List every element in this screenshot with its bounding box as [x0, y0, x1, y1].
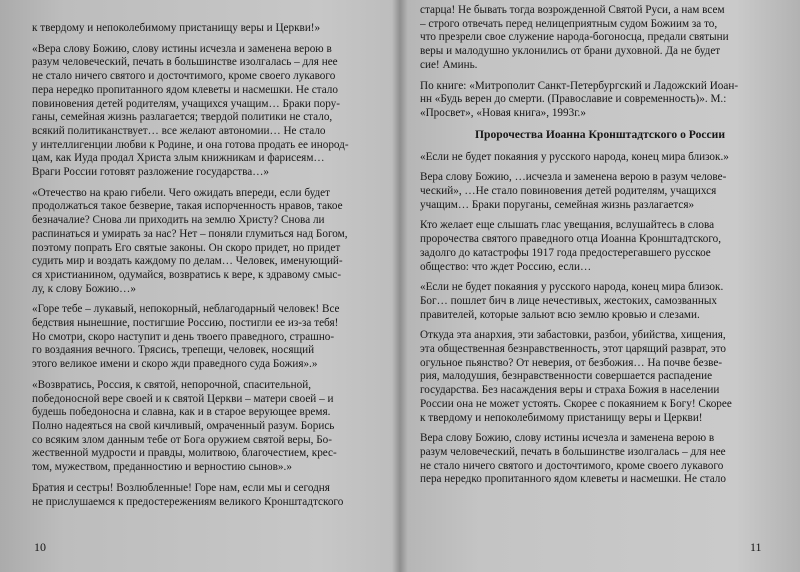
- text-line: го воздаяния вечного. Трясись, трепещи, человек, носящий: [32, 344, 315, 357]
- text-line: «Просвет», «Новая книга», 1993г.»: [420, 106, 586, 119]
- text-line: к твердому и непоколебимому пристанищу веры и Церкви!»: [32, 22, 321, 34]
- section-heading: Пророчества Иоанна Кронштадтского о России: [474, 127, 726, 141]
- text-line: Откуда эта анархия, эти забастовки, разбои, убийства, хищения,: [420, 329, 726, 342]
- paragraph: [420, 171, 780, 212]
- text-line: цам, как Иуда продал Христа злым книжникам и фарисеям…: [32, 152, 325, 165]
- text-line: не прислушаемся к предостережениям великого Кронштадтского: [32, 495, 344, 508]
- text-line: к твердому и непоколебимому пристанищу веры и Церкви!: [420, 411, 703, 424]
- text-line: «Возвратись, Россия, к святой, непорочной, спасительной,: [32, 378, 312, 391]
- text-line: поэтому попрать Его святые законы. Он скоро придет, но придет: [32, 241, 341, 254]
- paragraph: [420, 4, 780, 73]
- right-page: [406, 0, 800, 572]
- text-line: этого великое имени и скоро жди праведного суда Божия».»: [32, 358, 318, 371]
- text-line: жественной мудрости и правды, молитвою, благочестием, крес-: [32, 447, 337, 460]
- paragraph: [420, 432, 780, 487]
- text-line: «Отечество на краю гибели. Чего ожидать впереди, если будет: [32, 186, 331, 199]
- text-line: Враги России готовят разложение государства…»: [32, 166, 270, 179]
- text-line: Бог… пошлет бич в лице нечестивых, жестоких, самозванных: [420, 294, 717, 307]
- paragraph: [32, 187, 378, 297]
- text-line: Но смотри, скоро наступит и день твоего праведного, страшно-: [32, 330, 335, 343]
- text-line: пророчества святого праведного отца Иоанна Кронштадтского,: [420, 233, 722, 246]
- text-line: судить мир и воздать каждому по делам… Человек, именующий-: [32, 255, 343, 268]
- text-line: ганы, семейная жизнь разлагается; твердой политики не стало,: [32, 111, 333, 124]
- text-line: Вера слову Божию, …исчезла и заменена верою в разум челове-: [420, 171, 727, 184]
- text-line: продолжаться такое безверие, такая испорченность нравов, такое: [32, 200, 343, 213]
- text-line: всякий политиканствует… все желают автономии… Не стало: [32, 124, 326, 137]
- text-line: «Вера слову Божию, слову истины исчезла и заменена верою в: [32, 42, 332, 55]
- text-line: России она не может устоять. Скорее с покаянием к Богу! Скорее: [420, 397, 732, 410]
- text-line: старца! Не бывать тогда возрожденной Святой Руси, а нам всем: [420, 4, 725, 16]
- text-line: Братия и сестры! Возлюбленные! Горе нам, если мы и сегодня: [32, 481, 330, 494]
- text-line: безначалие? Снова ли приходить на землю Христу? Снова ли: [32, 214, 325, 227]
- text-line: государства. Без насаждения веры и страха Божия в населении: [420, 384, 720, 397]
- page-number: 10: [34, 540, 46, 554]
- page-number: 11: [750, 540, 762, 554]
- text-line: правителей, которые зальют всю землю кровью и слезами.: [420, 308, 700, 321]
- text-line: со всяким злом данным тебе от Бога оружием святой веры, Бо-: [32, 433, 332, 446]
- text-line: лу, к слову Божию…»: [32, 282, 136, 295]
- paragraph: [420, 281, 780, 322]
- text-line: «Горе тебе – лукавый, непокорный, неблагодарный человек! Все: [32, 303, 340, 316]
- text-line: распинаться и умирать за нас? Нет – поняли глумиться над Богом,: [32, 227, 348, 240]
- text-line: задолго до катастрофы 1917 года предостерегавшего русское: [420, 246, 711, 259]
- text-line: не стало ничего святого и досточтимого, кроме своего лукавого: [32, 70, 336, 83]
- paragraph: [420, 151, 780, 165]
- paragraph: [32, 379, 378, 475]
- text-line: По книге: «Митрополит Санкт-Петербургский и Ладожский Иоан-: [420, 79, 739, 92]
- text-line: повиновения детей родителям, учащихся учащим… Браки пору-: [32, 97, 340, 110]
- text-line: веры и малодушно уклонились от брани духовной. Да не будет: [420, 45, 721, 58]
- text-line: разум человеческий, печать в большинстве изолгалась – для нее: [32, 56, 338, 69]
- text-line: пера нередко пропитанного ядом клеветы и насмешки. Не стало: [32, 83, 338, 96]
- text-line: победоносной вере своей и к святой Церкви – матери своей – и: [32, 392, 334, 405]
- text-line: не стало ничего святого и досточтимого, кроме своего лукавого: [420, 459, 724, 472]
- text-line: пера нередко пропитанного ядом клеветы и насмешки. Не стало: [420, 473, 726, 486]
- paragraph: [32, 303, 378, 372]
- text-line: ческий», …Не стало повиновения детей родителям, учащихся: [420, 185, 717, 198]
- text-line: том, мужеством, преданностию и верностию сынов».»: [32, 461, 292, 474]
- text-line: огульное пьянство? От неверия, от безбожия… На почве безве-: [420, 356, 723, 369]
- text-line: сие! Аминь.: [420, 58, 478, 71]
- paragraph: [420, 80, 780, 121]
- text-line: нн «Будь верен до смерти. (Православие и современность)». М.:: [420, 93, 727, 106]
- text-line: рия, малодушия, безнравственности совершается распадение: [420, 370, 713, 383]
- text-line: разум человеческий, печать в большинстве изолгалась – для нее: [420, 445, 726, 458]
- paragraph: [32, 43, 378, 180]
- text-line: что презрели свое служение народа-богоносца, предали святыни: [420, 31, 729, 44]
- paragraph: [420, 219, 780, 274]
- text-line: «Если не будет покаяния у русского народа, конец мира близок.: [420, 281, 724, 294]
- text-line: у интеллигенции любви к Родине, и она готова продать ее инород-: [32, 138, 349, 151]
- paragraph: [32, 482, 378, 509]
- text-line: эта общественная безнравственность, этот царящий разврат, это: [420, 343, 726, 356]
- text-line: общество: что ждет Россию, если…: [420, 260, 592, 273]
- text-line: – строго отвечать перед нелицеприятным судом Божиим за то,: [420, 17, 718, 30]
- text-line: будешь победоносна и славна, как и в старое верующее время.: [32, 406, 331, 419]
- text-line: Кто желает еще слышать глас увещания, вслушайтесь в слова: [420, 219, 715, 232]
- text-line: бедствия нынешние, постигшие Россию, постигли ее из-за тебя!: [32, 317, 339, 330]
- text-line: ся христианином, одумайся, возвратись к вере, к здравому смыс-: [32, 268, 342, 281]
- paragraph: [32, 22, 378, 36]
- paragraph: [420, 329, 780, 425]
- text-line: Полно надеяться на свой кичливый, омраченный разум. Борись: [32, 419, 335, 432]
- text-line: «Если не будет покаяния у русского народа, конец мира близок.»: [420, 150, 729, 163]
- text-line: Вера слову Божию, слову истины исчезла и заменена верою в: [420, 432, 715, 445]
- text-line: учащим… Браки поруганы, семейная жизнь разлагается»: [420, 198, 695, 211]
